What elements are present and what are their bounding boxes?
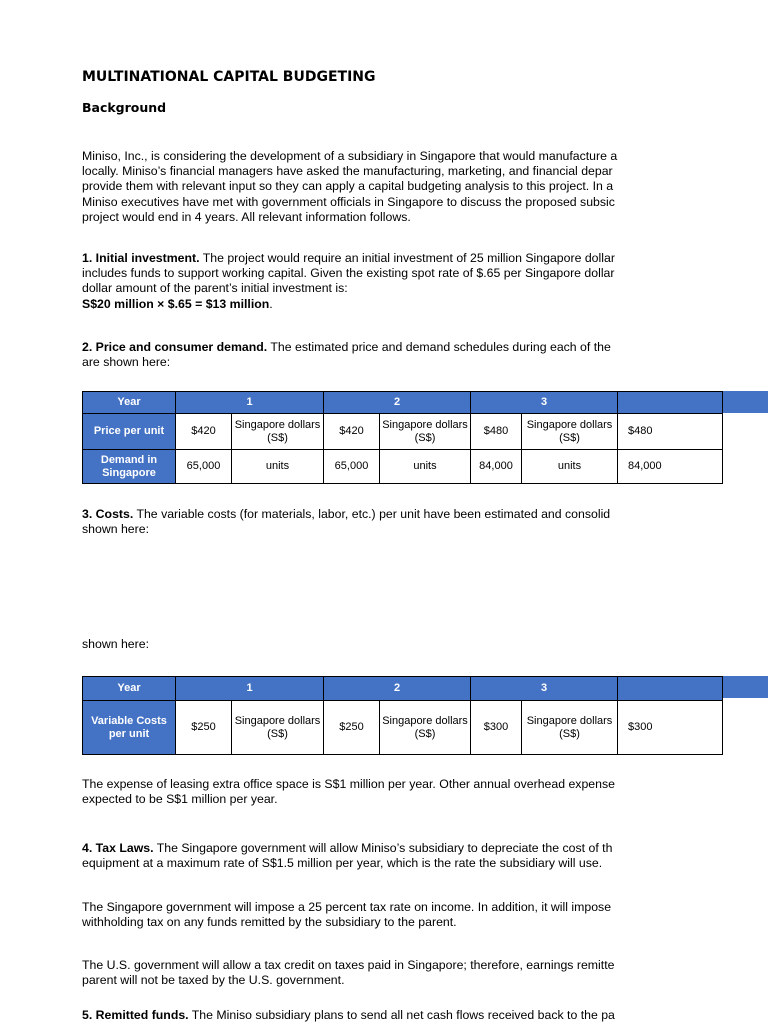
tax-laws-text: The Singapore government will allow Miniso’s subsidiary to depreciate the cost of th [153,841,613,855]
variable-costs-table-wrap [82,676,668,755]
year-2-header: 2 [324,392,471,414]
table-cell: units [232,450,324,484]
table-cell: Singapore dollars (S$) [380,701,471,755]
tax-laws-paragraph [82,841,668,871]
table-cell: Singapore dollars (S$) [232,701,324,755]
table-cell: 65,000 [324,450,380,484]
price-demand-line: are shown here: [82,355,171,370]
table-cell: units [380,450,471,484]
tax-laws-line: equipment at a maximum rate of S$1.5 million per year, which is the rate the subsidiary will use. [82,856,603,871]
variable-costs-label: Variable Costs per unit [83,701,176,755]
table-cell: $300 [618,701,723,755]
table-cell: Singapore dollars (S$) [522,414,618,450]
lease-line: The expense of leasing extra office space is S$1 million per year. Other annual overhead expense [82,777,615,791]
demand-label: Demand in Singapore [83,450,176,484]
costs-line-fragment: shown here: [82,637,149,651]
us-credit-paragraph [82,958,668,988]
initial-investment-heading: 1. Initial investment. [82,251,200,265]
costs-line: shown here: [82,522,149,537]
section-subtitle: Background [82,100,167,115]
intro-paragraph [82,149,668,225]
year-4-header [618,392,723,414]
price-demand-text: The estimated price and demand schedules during each of the [267,340,611,354]
table-cell: Singapore dollars (S$) [522,701,618,755]
year-4-header [618,677,723,701]
investment-formula: S$20 million × $.65 = $13 million [82,296,270,311]
year-1-header: 1 [176,677,324,701]
costs-text: The variable costs (for materials, labor, etc.) per unit have been estimated and consolid [133,507,611,521]
initial-investment-line: includes funds to support working capital. Given the existing spot rate of $.65 per Singapore dollar [82,266,615,281]
tax-rate-line: The Singapore government will impose a 25 percent tax rate on income. In addition, it will impose [82,900,612,914]
table-cell: 84,000 [618,450,723,484]
costs-paragraph [82,507,668,537]
table-cell: $250 [176,701,232,755]
page-title: MULTINATIONAL CAPITAL BUDGETING [82,69,376,85]
remitted-funds-heading: 5. Remitted funds. [82,1008,189,1022]
year-3-header: 3 [471,677,618,701]
table-cell: $420 [324,414,380,450]
variable-costs-table [82,676,723,755]
table-cell: $300 [471,701,522,755]
intro-line: locally. Miniso’s financial managers have asked the manufacturing, marketing, and financial depar [82,164,613,179]
tax-laws-heading: 4. Tax Laws. [82,841,154,855]
remitted-funds-text: The Miniso subsidiary plans to send all net cash flows received back to the pa [188,1008,615,1022]
costs-heading: 3. Costs. [82,507,134,521]
price-per-unit-label: Price per unit [83,414,176,450]
price-demand-heading: 2. Price and consumer demand. [82,340,268,354]
lease-line: expected to be S$1 million per year. [82,792,278,807]
tax-rate-paragraph [82,900,668,930]
intro-line: provide them with relevant input so they can apply a capital budgeting analysis to this project. In a [82,179,614,194]
tax-rate-line: withholding tax on any funds remitted by the subsidiary to the parent. [82,915,457,930]
price-demand-paragraph [82,340,668,370]
table-cell: $480 [618,414,723,450]
us-credit-line: The U.S. government will allow a tax credit on taxes paid in Singapore; therefore, earnings remitte [82,958,615,972]
investment-formula-end: . [269,296,273,311]
table-cell: $250 [324,701,380,755]
intro-line: Miniso executives have met with government officials in Singapore to discuss the proposed subsic [82,194,615,209]
year-header: Year [83,677,176,701]
initial-investment-line: dollar amount of the parent’s initial investment is: [82,281,348,296]
us-credit-line: parent will not be taxed by the U.S. government. [82,973,345,988]
lease-paragraph [82,777,668,807]
year-header: Year [83,392,176,414]
remitted-funds-paragraph [82,1008,668,1023]
table-cell: 84,000 [471,450,522,484]
initial-investment-paragraph [82,251,668,312]
table-cell: 65,000 [176,450,232,484]
price-demand-table [82,391,723,484]
table-cell: units [522,450,618,484]
price-demand-table-wrap [82,391,668,485]
table-cell: Singapore dollars (S$) [232,414,324,450]
intro-line: Miniso, Inc., is considering the development of a subsidiary in Singapore that would manufacture a [82,149,618,163]
intro-line: project would end in 4 years. All relevant information follows. [82,209,411,224]
table-cell: Singapore dollars (S$) [380,414,471,450]
year-2-header: 2 [324,677,471,701]
year-1-header: 1 [176,392,324,414]
year-3-header: 3 [471,392,618,414]
initial-investment-text: The project would require an initial investment of 25 million Singapore dollar [199,251,615,265]
table-cell: $480 [471,414,522,450]
table-cell: $420 [176,414,232,450]
